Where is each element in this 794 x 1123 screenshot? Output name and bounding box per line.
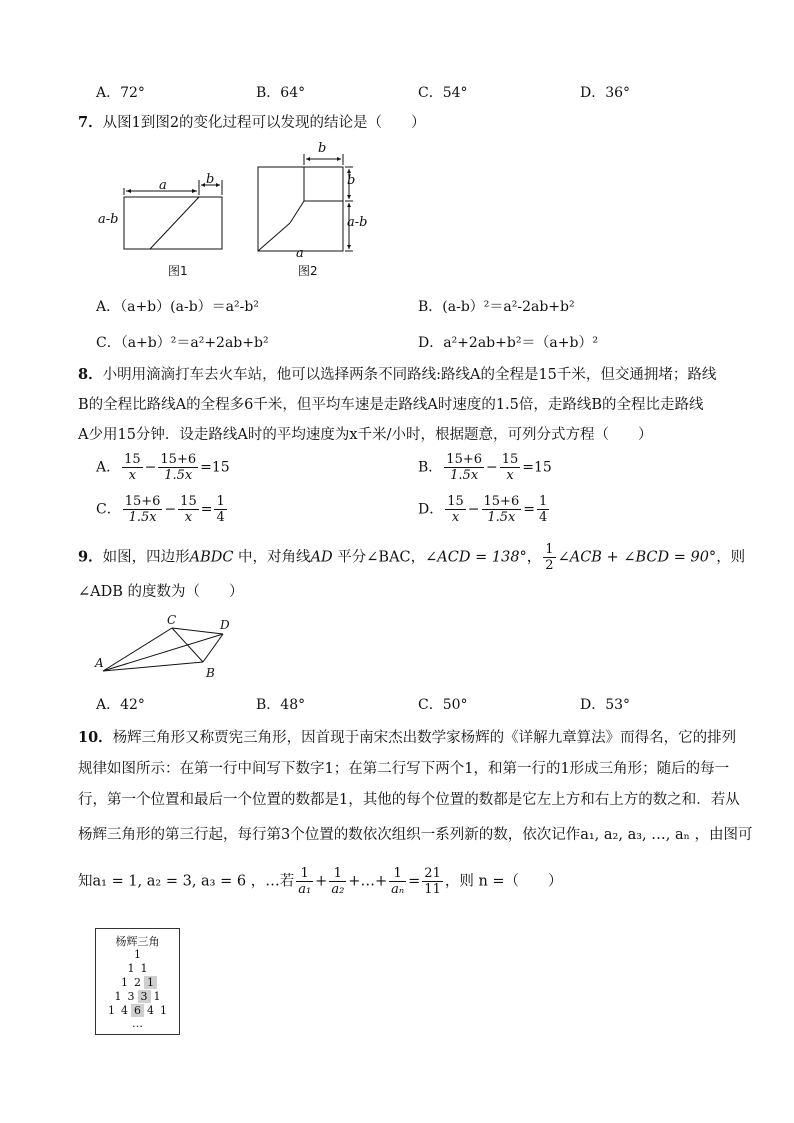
figure-1	[124, 180, 222, 249]
q8-line-3: A少用15分钟．设走路线A时的平均速度为x千米/小时，根据题意，可列分式方程（ ）	[78, 427, 653, 443]
q9-text-3: 平分∠BAC，	[332, 549, 426, 566]
q10-dots: +…+	[348, 873, 388, 890]
q10-line-1	[78, 728, 736, 748]
q8-b-num2: 15	[501, 452, 519, 467]
q8-line-1	[78, 365, 716, 385]
q9-text-1: 如图，四边形	[102, 549, 190, 566]
q8-c-den3: 4	[216, 510, 225, 525]
q8-c-num3: 1	[216, 494, 225, 509]
q10-line-4: 杨辉三角形的第三行起，每行第3个位置的数依次组织一系列新的数，依次记作a₁, a₂, a₃, …, aₙ ，由图可	[78, 827, 753, 843]
q9-option-b: B．48°	[256, 697, 306, 713]
q8-d-den3: 4	[538, 510, 548, 525]
q8-d-num1: 15	[447, 494, 464, 509]
pascal-cell-highlight: 6	[131, 1004, 144, 1017]
q8-option-d-label: D．	[418, 501, 444, 518]
q7-option-b: B．(a-b）²＝a²-2ab+b²	[418, 299, 575, 315]
q9-half-den: 2	[545, 558, 554, 573]
fig2-label-a-minus-b: a-b	[347, 215, 368, 230]
pascal-cell: 1	[134, 948, 141, 961]
q9-option-d: D．53°	[580, 697, 631, 713]
q8-option-b-label: B．	[418, 459, 443, 476]
q7-option-d: D．a²+2ab+b²＝（a+b）²	[418, 335, 599, 351]
q8-option-a	[96, 452, 230, 483]
pascal-cell-highlight: 3	[138, 990, 151, 1003]
q6-option-a: A．72°	[96, 85, 145, 101]
q9-point-b: B	[206, 666, 215, 680]
q8-c-num1: 15+6	[124, 494, 161, 509]
q8-c-den1: 1.5x	[128, 510, 157, 525]
q8-d-eq: =	[523, 501, 535, 518]
q10-f1-den: a₁	[298, 882, 312, 897]
q8-b-eq: =15	[522, 459, 552, 476]
q10-plus: +	[315, 873, 328, 890]
q9-comma: ，	[526, 549, 542, 566]
q8-c-den2: x	[184, 510, 193, 525]
fig2-label-a: a	[296, 246, 304, 261]
pascal-cell: 1	[121, 976, 128, 989]
q8-d-num3: 1	[538, 494, 548, 509]
q10-line-2: 规律如图所示：在第一行中间写下数字1；在第二行写下两个1，和第一行的1形成三角形；随后的每一	[78, 761, 730, 777]
q8-option-c	[96, 494, 229, 525]
q9-half-num: 1	[545, 542, 554, 557]
q7-stem	[78, 113, 426, 133]
q8-option-d	[418, 494, 551, 525]
fig2-label-b-right: b	[347, 173, 356, 188]
q8-text-1: 小明用滴滴打车去火车站，他可以选择两条不同路线:路线A的全程是15千米，但交通拥堵；路线	[102, 367, 717, 383]
pascal-triangle-box	[95, 928, 180, 1035]
fig1-caption: 图1	[168, 264, 188, 278]
pascal-row-2	[96, 962, 179, 975]
q8-option-a-label: A．	[96, 459, 121, 476]
fig2-label-b-top: b	[318, 141, 327, 156]
q8-b-den2: x	[506, 468, 514, 483]
q8-d-den2: 1.5x	[487, 510, 516, 525]
pascal-cell: 1	[153, 990, 161, 1003]
q9-acd: ∠ACD = 138°	[425, 549, 527, 566]
q6-option-c: C．54°	[418, 85, 468, 101]
q8-a-minus: −	[144, 459, 157, 476]
pascal-cell: 1	[127, 962, 135, 975]
q10-line-5	[78, 866, 563, 897]
q8-a-den1: x	[128, 468, 137, 483]
q9-point-d: D	[220, 618, 230, 632]
pascal-row-3	[96, 976, 179, 989]
q10-f2-num: 1	[329, 866, 346, 882]
q8-b-num1: 15+6	[446, 452, 483, 467]
pascal-cell: 1	[114, 990, 122, 1003]
pascal-cell: 1	[140, 962, 148, 975]
q9-line-2: ∠ADB 的度数为（ ）	[78, 584, 244, 600]
q9-text-2: 中，对角线	[233, 549, 311, 566]
q8-line-2: B的全程比路线A的全程多6千米，但平均车速是走路线A时速度的1.5倍，走路线B的全程比走路线	[78, 397, 704, 413]
pascal-cell: 1	[108, 1004, 115, 1017]
q6-option-d: D．36°	[580, 85, 631, 101]
q8-a-eq: =15	[200, 459, 230, 476]
q7-option-a: A．（a+b）(a-b）＝a²-b²	[96, 299, 259, 315]
q8-c-eq: =	[200, 501, 213, 518]
q8-c-num2: 15	[180, 494, 197, 509]
pascal-more: …	[132, 1017, 143, 1030]
fig1-label-a: a	[159, 178, 167, 193]
q8-number: 8．	[78, 366, 103, 383]
q8-a-den2: 1.5x	[164, 468, 193, 483]
q7-figures	[95, 140, 385, 280]
pascal-row-4	[96, 990, 179, 1003]
q9-option-a: A．42°	[96, 697, 145, 713]
q10-res-den: 11	[424, 882, 441, 897]
q8-option-c-label: C．	[96, 501, 121, 518]
q10-f1-num: 1	[296, 866, 313, 882]
q10-given: 知a₁ = 1, a₂ = 3, a₃ = 6 ，…若	[78, 873, 295, 890]
q8-d-num2: 15+6	[483, 494, 520, 509]
q10-ask: ，则 n =（ ）	[444, 873, 563, 890]
fig2-caption: 图2	[298, 264, 318, 278]
pascal-cell-highlight: 1	[144, 976, 157, 989]
pascal-cell: 1	[160, 1004, 167, 1017]
q8-option-b	[418, 452, 552, 483]
q9-quad: ABDC	[189, 549, 234, 566]
q7-text: 从图1到图2的变化过程可以发现的结论是（ ）	[102, 115, 426, 131]
q10-f3-den: aₙ	[391, 882, 405, 897]
q10-line-3: 行，第一个位置和最后一个位置的数都是1，其他的每个位置的数都是它左上方和右上方的数之和．若从	[78, 792, 740, 808]
q9-number: 9．	[78, 548, 103, 566]
q9-option-c: C．50°	[418, 697, 468, 713]
q8-d-den1: x	[451, 510, 460, 525]
q8-b-den1: 1.5x	[450, 468, 479, 483]
q9-diag: AD	[310, 549, 333, 566]
q9-expr: ∠ACB + ∠BCD = 90°	[557, 549, 717, 566]
q8-a-num2: 15+6	[160, 452, 197, 467]
pascal-cell: 4	[121, 1004, 128, 1017]
q9-line-1	[78, 542, 745, 573]
q10-f3-num: 1	[389, 866, 406, 882]
pascal-cell: 4	[147, 1004, 154, 1017]
q9-point-a: A	[95, 656, 104, 670]
q10-text-1: 杨辉三角形又称贾宪三角形，因首现于南宋杰出数学家杨辉的《详解九章算法》而得名，它的排列	[112, 730, 737, 746]
fig1-label-a-minus-b: a-b	[98, 212, 119, 227]
q10-number: 10．	[78, 729, 113, 746]
q9-point-c: C	[167, 613, 177, 627]
q8-b-minus: −	[486, 459, 498, 476]
q8-d-minus: −	[467, 501, 480, 518]
pascal-row-5	[96, 1004, 179, 1017]
q7-option-c: C．（a+b）²＝a²+2ab+b²	[96, 335, 269, 351]
q10-res-num: 21	[424, 866, 441, 881]
q9-tail: ，则	[716, 549, 746, 566]
pascal-cell: 2	[134, 976, 141, 989]
q6-option-b: B．64°	[256, 85, 306, 101]
q7-number: 7．	[78, 114, 103, 131]
q8-a-num1: 15	[124, 452, 141, 467]
pascal-cell: 3	[127, 990, 135, 1003]
fig1-label-b: b	[206, 172, 215, 187]
pascal-row-1	[96, 948, 179, 961]
q10-f2-den: a₂	[331, 882, 345, 897]
q10-eq: =	[408, 873, 421, 890]
pascal-triangle-title: 杨辉三角	[115, 935, 160, 948]
q8-c-minus: −	[164, 501, 177, 518]
figure-2	[258, 154, 356, 251]
